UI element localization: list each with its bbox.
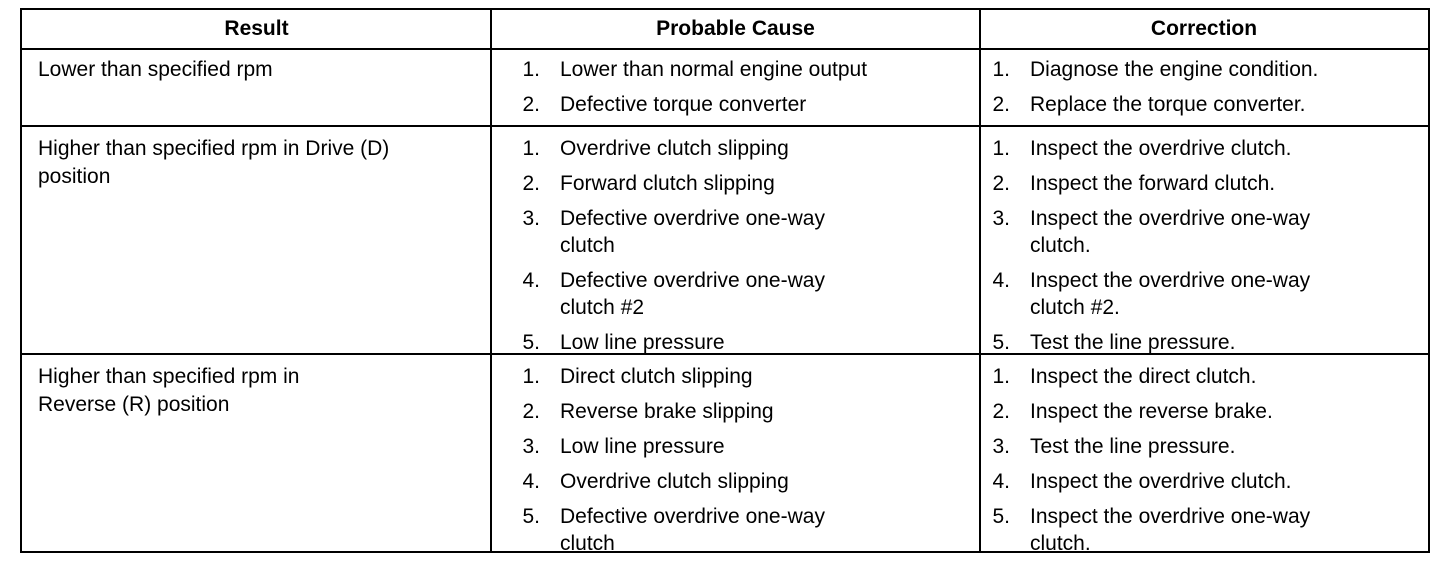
item-text: Inspect the overdrive clutch. [1030, 470, 1292, 493]
list-item [988, 503, 1418, 557]
list-item [988, 170, 1418, 197]
item-number: 1. [522, 365, 540, 388]
list-item [504, 329, 974, 356]
list-item [988, 267, 1418, 321]
item-text: Inspect the reverse brake. [1030, 400, 1273, 423]
item-text: Lower than normal engine output [560, 58, 868, 81]
item-number: 4. [992, 269, 1010, 292]
item-text: Overdrive clutch slipping [560, 470, 789, 493]
item-text: Test the line pressure. [1030, 435, 1236, 458]
item-text: Direct clutch slipping [560, 365, 753, 388]
result-cell: Lower than specified rpm [38, 58, 273, 81]
cause-list [504, 56, 974, 126]
list-item [988, 205, 1418, 259]
list-item [504, 503, 974, 557]
item-text: Defective overdrive one-way clutch #2 [560, 269, 825, 319]
result-cell: Higher than specified rpm in Drive (D) position [38, 137, 390, 188]
list-item [504, 468, 974, 495]
list-item [988, 433, 1418, 460]
correction-list [988, 363, 1418, 565]
header-probable-cause: Probable Cause [656, 17, 815, 40]
item-number: 3. [522, 435, 540, 458]
item-number: 1. [992, 137, 1010, 160]
item-number: 4. [992, 470, 1010, 493]
item-number: 2. [522, 172, 540, 195]
correction-list [988, 135, 1418, 364]
item-number: 2. [522, 400, 540, 423]
item-number: 1. [522, 58, 540, 81]
item-text: Inspect the overdrive one-way clutch #2. [1030, 269, 1311, 319]
list-item [504, 91, 974, 118]
table-header-row [22, 10, 1428, 50]
item-text: Inspect the overdrive one-way clutch. [1030, 505, 1311, 555]
item-number: 5. [522, 505, 540, 528]
table-row [22, 355, 1428, 555]
item-number: 5. [992, 505, 1010, 528]
list-item [504, 170, 974, 197]
item-number: 2. [992, 400, 1010, 423]
cause-list [504, 363, 974, 565]
item-text: Inspect the forward clutch. [1030, 172, 1276, 195]
list-item [504, 135, 974, 162]
list-item [504, 433, 974, 460]
list-item [504, 205, 974, 259]
item-number: 3. [992, 207, 1010, 230]
list-item [988, 398, 1418, 425]
item-number: 1. [992, 365, 1010, 388]
item-text: Forward clutch slipping [560, 172, 775, 195]
header-correction: Correction [1150, 17, 1258, 40]
item-number: 2. [992, 93, 1010, 116]
item-number: 3. [992, 435, 1010, 458]
item-number: 2. [522, 93, 540, 116]
cause-list [504, 135, 974, 364]
list-item [504, 363, 974, 390]
item-number: 4. [522, 269, 540, 292]
item-text: Overdrive clutch slipping [560, 137, 789, 160]
correction-list [988, 56, 1418, 126]
list-item [988, 56, 1418, 83]
item-number: 4. [522, 470, 540, 493]
result-cell: Higher than specified rpm in Reverse (R) position [38, 365, 300, 416]
item-number: 1. [992, 58, 1010, 81]
item-text: Replace the torque converter. [1030, 93, 1306, 116]
item-text: Diagnose the engine condition. [1030, 58, 1319, 81]
item-text: Low line pressure [560, 435, 725, 458]
item-text: Defective overdrive one-way clutch [560, 207, 825, 257]
item-text: Low line pressure [560, 331, 725, 354]
list-item [988, 135, 1418, 162]
table-row [22, 127, 1428, 355]
item-number: 5. [992, 331, 1010, 354]
item-text: Defective overdrive one-way clutch [560, 505, 825, 555]
header-result: Result [224, 17, 289, 40]
item-number: 5. [522, 331, 540, 354]
table-row [22, 48, 1428, 127]
list-item [988, 329, 1418, 356]
item-number: 1. [522, 137, 540, 160]
item-text: Inspect the overdrive one-way clutch. [1030, 207, 1311, 257]
list-item [988, 363, 1418, 390]
list-item [988, 468, 1418, 495]
item-text: Reverse brake slipping [560, 400, 774, 423]
item-text: Inspect the overdrive clutch. [1030, 137, 1292, 160]
item-text: Defective torque converter [560, 93, 807, 116]
item-text: Test the line pressure. [1030, 331, 1236, 354]
item-text: Inspect the direct clutch. [1030, 365, 1257, 388]
list-item [504, 267, 974, 321]
diagnosis-table [20, 8, 1430, 553]
list-item [988, 91, 1418, 118]
list-item [504, 56, 974, 83]
list-item [504, 398, 974, 425]
item-number: 2. [992, 172, 1010, 195]
item-number: 3. [522, 207, 540, 230]
